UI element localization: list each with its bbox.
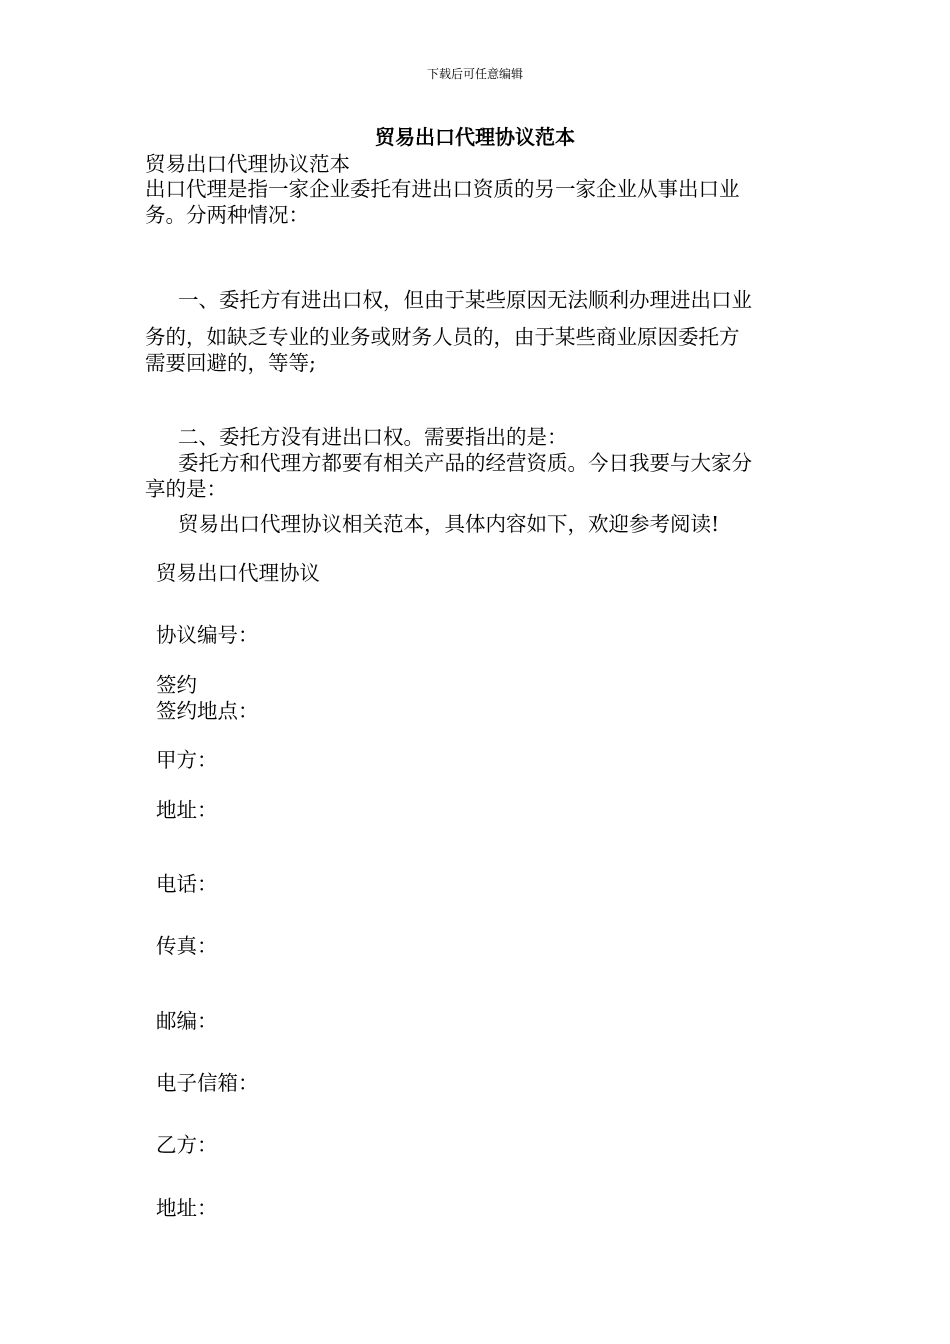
case-two-line-2: 委托方和代理方都要有相关产品的经营资质。今日我要与大家分 [178,451,752,475]
case-one-line-2: 务的，如缺乏专业的业务或财务人员的，由于某些商业原因委托方 [145,325,740,349]
agreement-heading: 贸易出口代理协议 [156,561,320,585]
address-b-label: 地址： [156,1196,218,1220]
agreement-number-label: 协议编号： [156,623,259,647]
case-two-line-3: 享的是： [145,477,227,501]
email-label: 电子信箱： [156,1071,259,1095]
address-a-label: 地址： [156,798,218,822]
case-one-line-3: 需要回避的，等等; [145,351,316,375]
fax-label: 传真： [156,934,218,958]
share-line: 贸易出口代理协议相关范本，具体内容如下，欢迎参考阅读! [178,512,720,536]
intro-line-1: 出口代理是指一家企业委托有进出口资质的另一家企业从事出口业 [145,177,740,201]
intro-subtitle: 贸易出口代理协议范本 [145,152,350,176]
postcode-label: 邮编： [156,1009,218,1033]
case-two-line-1: 二、委托方没有进出口权。需要指出的是： [178,425,568,449]
party-b-label: 乙方： [156,1133,218,1157]
header-note: 下载后可任意编辑 [426,67,523,81]
intro-line-2: 务。分两种情况： [145,203,309,227]
sign-place-label: 签约地点： [156,699,259,723]
party-a-label: 甲方： [156,748,218,772]
sign-label: 签约 [156,673,197,697]
document-title: 贸易出口代理协议范本 [375,125,575,149]
case-one-line-1: 一、委托方有进出口权，但由于某些原因无法顺利办理进出口业 [178,288,752,312]
phone-label: 电话： [156,872,218,896]
